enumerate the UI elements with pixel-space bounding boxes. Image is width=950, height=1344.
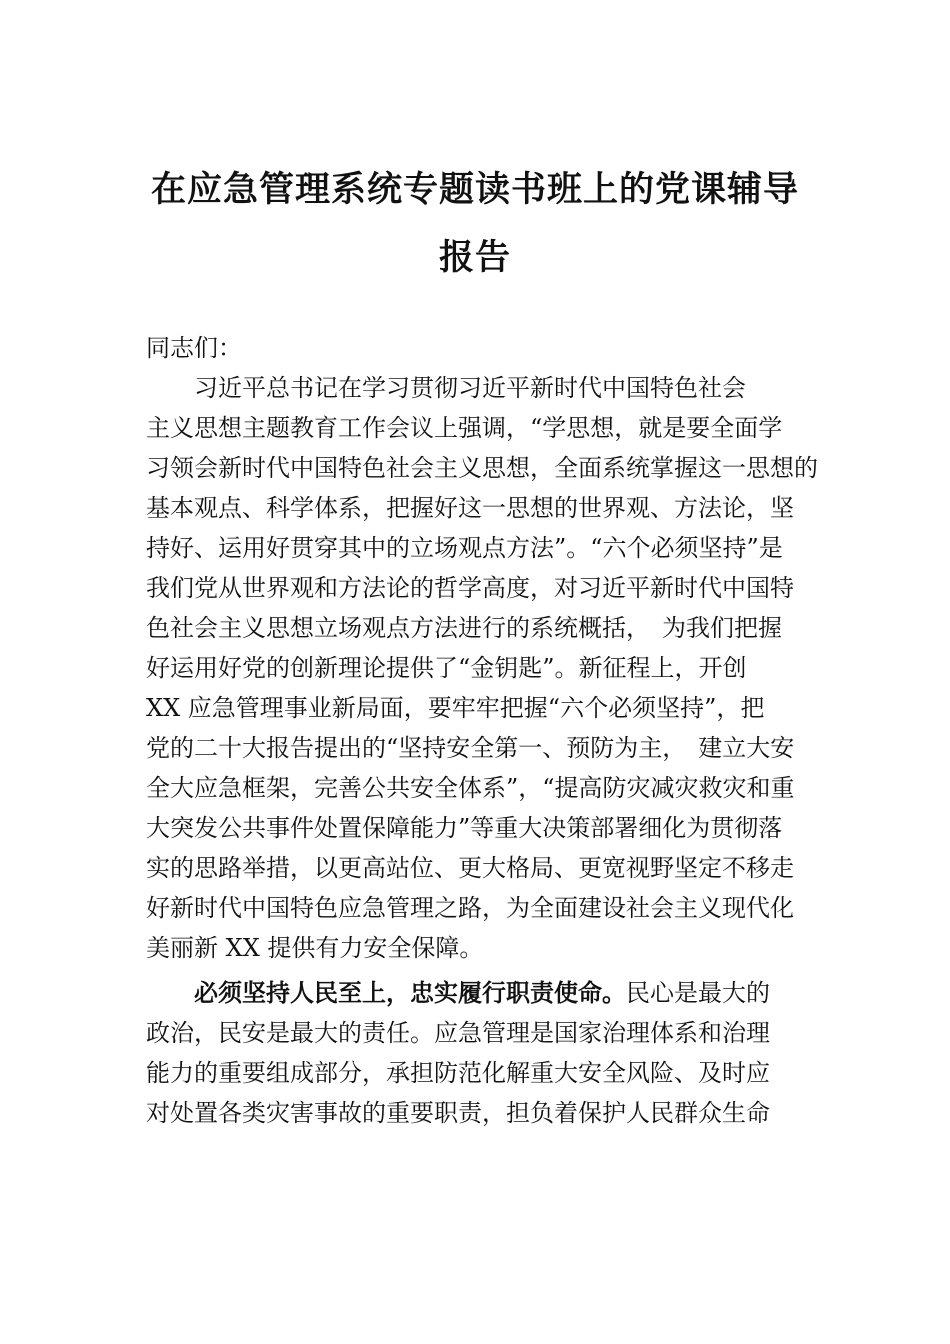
paragraph-1-line: 基本观点、科学体系，把握好这一思想的世界观、方法论，坚 [146, 494, 794, 522]
paragraph-1-line: 实的思路举措，以更高站位、更大格局、更宽视野坚定不移走 [146, 854, 794, 882]
document-title-line1: 在应急管理系统专题读书班上的党课辅导 [150, 170, 799, 210]
paragraph-2-heading: 必须坚持人民至上，忠实履行职责使命。 [194, 979, 626, 1007]
paragraph-2 [146, 973, 826, 1133]
paragraph-1-line: 我们党从世界观和方法论的哲学高度，对习近平新时代中国特 [146, 574, 794, 602]
paragraph-1-line: 好运用好党的创新理论提供了“金钥匙”。新征程上，开创 [146, 654, 747, 682]
greeting: 同志们： [146, 334, 242, 362]
paragraph-2-first-line [146, 973, 826, 1013]
paragraph-1-line: XX 应急管理事业新局面，要牢牢把握“六个必须坚持”，把 [146, 694, 765, 722]
paragraph-2-line: 能力的重要组成部分，承担防范化解重大安全风险、及时应 [146, 1059, 770, 1087]
paragraph-1-line: 习近平总书记在学习贯彻习近平新时代中国特色社会 [146, 374, 746, 402]
paragraph-2-line: 对处置各类灾害事故的重要职责，担负着保护人民群众生命 [146, 1099, 770, 1127]
paragraph-1-line: 大突发公共事件处置保障能力”等重大决策部署细化为贯彻落 [146, 814, 783, 842]
paragraph-2-line: 政治，民安是最大的责任。应急管理是国家治理体系和治理 [146, 1019, 770, 1047]
paragraph-1 [146, 368, 826, 968]
paragraph-2-first-line-rest: 民心是最大的 [626, 979, 770, 1007]
paragraph-1-line: 主义思想主题教育工作会议上强调，“学思想，就是要全面学 [146, 414, 783, 442]
paragraph-1-line: 好新时代中国特色应急管理之路，为全面建设社会主义现代化 [146, 894, 794, 922]
paragraph-1-line: 党的二十大报告提出的“坚持安全第一、预防为主， 建立大安 [146, 734, 795, 762]
document-title-line2: 报告 [438, 238, 511, 278]
paragraph-1-line: 持好、运用好贯穿其中的立场观点方法”。“六个必须坚持”是 [146, 534, 783, 562]
paragraph-1-line: 习领会新时代中国特色社会主义思想，全面系统掌握这一思想的 [146, 454, 818, 482]
paragraph-1-line: 全大应急框架，完善公共安全体系”，“提高防灾减灾救灾和重 [146, 774, 795, 802]
paragraph-1-line: 美丽新 XX 提供有力安全保障。 [146, 934, 484, 962]
paragraph-1-line: 色社会主义思想立场观点方法进行的系统概括， 为我们把握 [146, 614, 782, 642]
